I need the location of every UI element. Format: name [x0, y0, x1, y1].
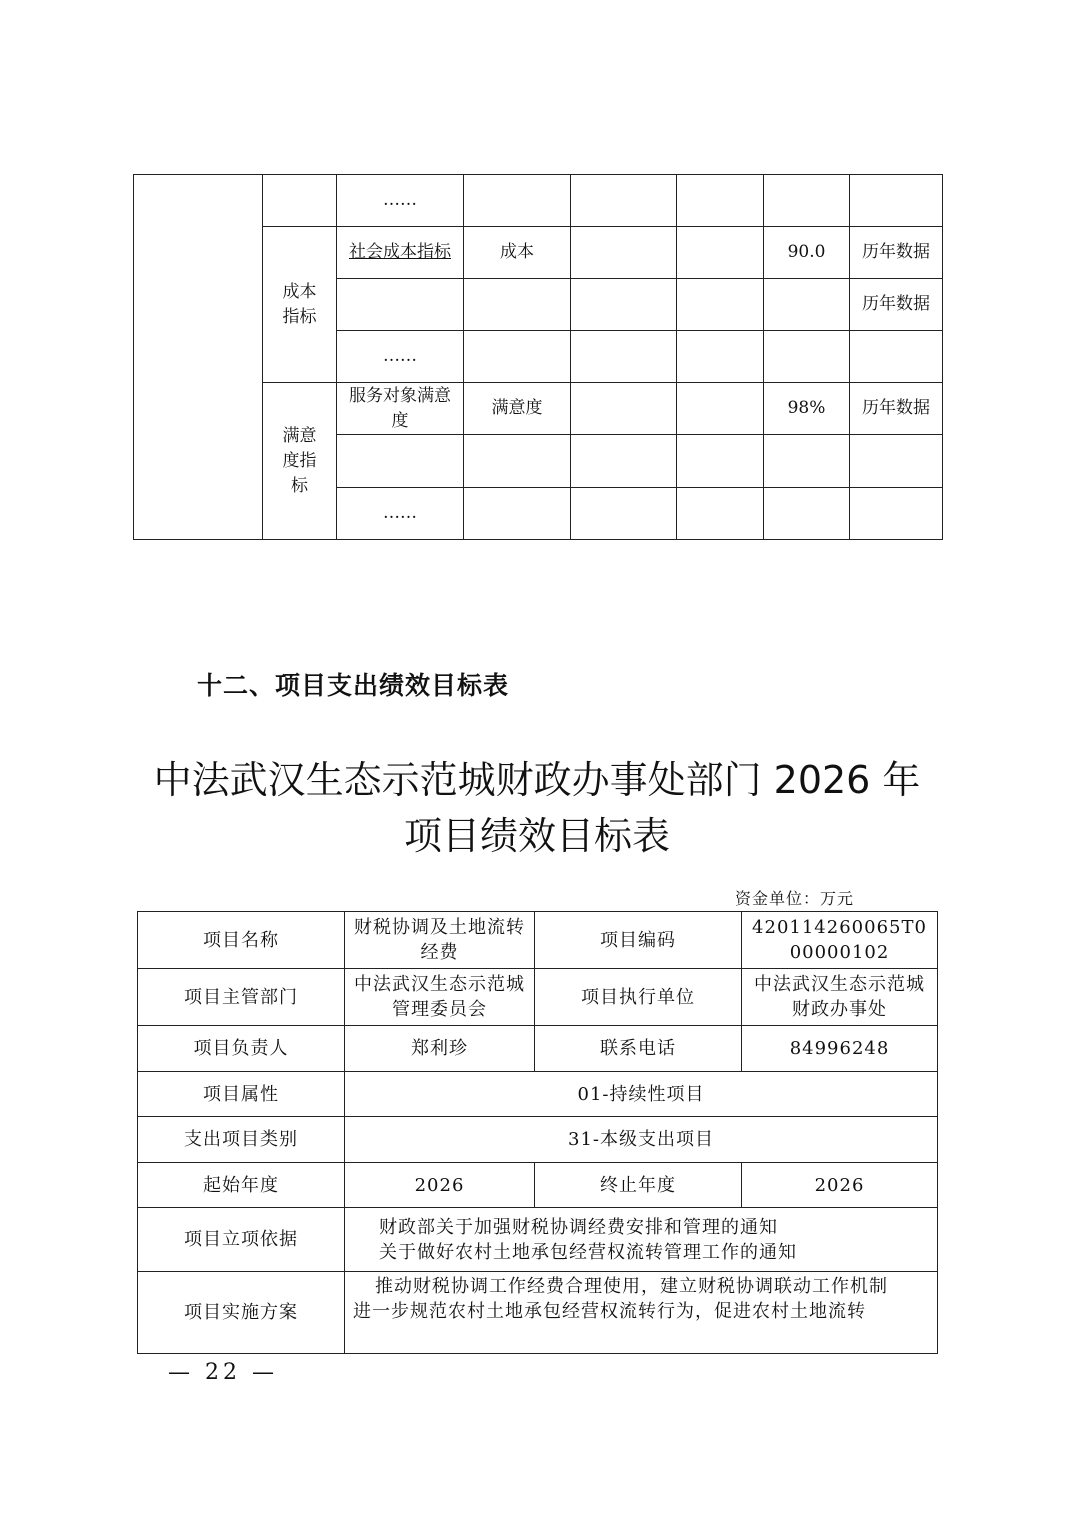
attr-value: 01-持续性项目	[345, 1072, 938, 1117]
table-row	[138, 1208, 938, 1272]
basis-line-2: 关于做好农村土地承包经营权流转管理工作的通知	[379, 1241, 797, 1263]
section-heading: 十二、项目支出绩效目标表	[197, 671, 510, 700]
project-name-label: 项目名称	[138, 912, 345, 969]
project-code-value: 420114260065T000000102	[742, 912, 938, 969]
basis-label: 项目立项依据	[138, 1208, 345, 1272]
table-row	[138, 1026, 938, 1072]
plan-value	[345, 1272, 938, 1354]
table-row	[138, 1163, 938, 1208]
table-row	[138, 1272, 938, 1354]
exec-unit-value: 中法武汉生态示范城财政办事处	[742, 969, 938, 1026]
table-row	[138, 1072, 938, 1117]
title-line-1: 中法武汉生态示范城财政办事处部门 2026 年	[153, 758, 921, 802]
end-year-label: 终止年度	[535, 1163, 742, 1208]
cost-category-cell: 成本 指标	[263, 227, 337, 383]
dept-value: 中法武汉生态示范城管理委员会	[345, 969, 535, 1026]
table-row	[134, 175, 943, 227]
phone-label: 联系电话	[535, 1026, 742, 1072]
title-line-2: 项目绩效目标表	[403, 814, 670, 858]
value-cell: 98%	[764, 383, 850, 435]
project-name-value: 财税协调及土地流转经费	[345, 912, 535, 969]
table-row	[138, 912, 938, 969]
leader-value: 郑利珍	[345, 1026, 535, 1072]
indicator-table	[133, 174, 943, 540]
attr-label: 项目属性	[138, 1072, 345, 1117]
value-cell: 90.0	[764, 227, 850, 279]
dept-label: 项目主管部门	[138, 969, 345, 1026]
table-row	[138, 969, 938, 1026]
category-value: 31-本级支出项目	[345, 1117, 938, 1163]
phone-value: 84996248	[742, 1026, 938, 1072]
indicator-cell: ……	[337, 488, 464, 540]
source-cell: 历年数据	[850, 227, 943, 279]
source-cell: 历年数据	[850, 383, 943, 435]
indicator-cell: 社会成本指标	[337, 227, 464, 279]
unit-label: 资金单位：万元	[735, 889, 855, 908]
source-cell: 历年数据	[850, 279, 943, 331]
satisfaction-category-cell: 满意 度指 标	[263, 383, 337, 540]
basis-value	[345, 1208, 938, 1272]
basis-line-1: 财政部关于加强财税协调经费安排和管理的通知	[379, 1216, 778, 1238]
category-label: 支出项目类别	[138, 1117, 345, 1163]
measure-cell: 满意度	[464, 383, 571, 435]
start-year-label: 起始年度	[138, 1163, 345, 1208]
page-title	[100, 752, 974, 864]
indicator-cell: ……	[337, 331, 464, 383]
project-table	[137, 911, 938, 1354]
first-level-cell	[134, 175, 263, 540]
category-cell	[263, 175, 337, 227]
end-year-value: 2026	[742, 1163, 938, 1208]
indicator-cell: 服务对象满意度	[337, 383, 464, 435]
start-year-value: 2026	[345, 1163, 535, 1208]
exec-unit-label: 项目执行单位	[535, 969, 742, 1026]
plan-label: 项目实施方案	[138, 1272, 345, 1354]
plan-line-2: 进一步规范农村土地承包经营权流转行为，促进农村土地流转	[353, 1301, 866, 1322]
plan-line-1: 推动财税协调工作经费合理使用，建立财税协调联动工作机制	[375, 1276, 888, 1297]
project-code-label: 项目编码	[535, 912, 742, 969]
table-row	[138, 1117, 938, 1163]
leader-label: 项目负责人	[138, 1026, 345, 1072]
measure-cell: 成本	[464, 227, 571, 279]
indicator-cell: ……	[337, 175, 464, 227]
page-number: — 22 —	[168, 1360, 278, 1385]
